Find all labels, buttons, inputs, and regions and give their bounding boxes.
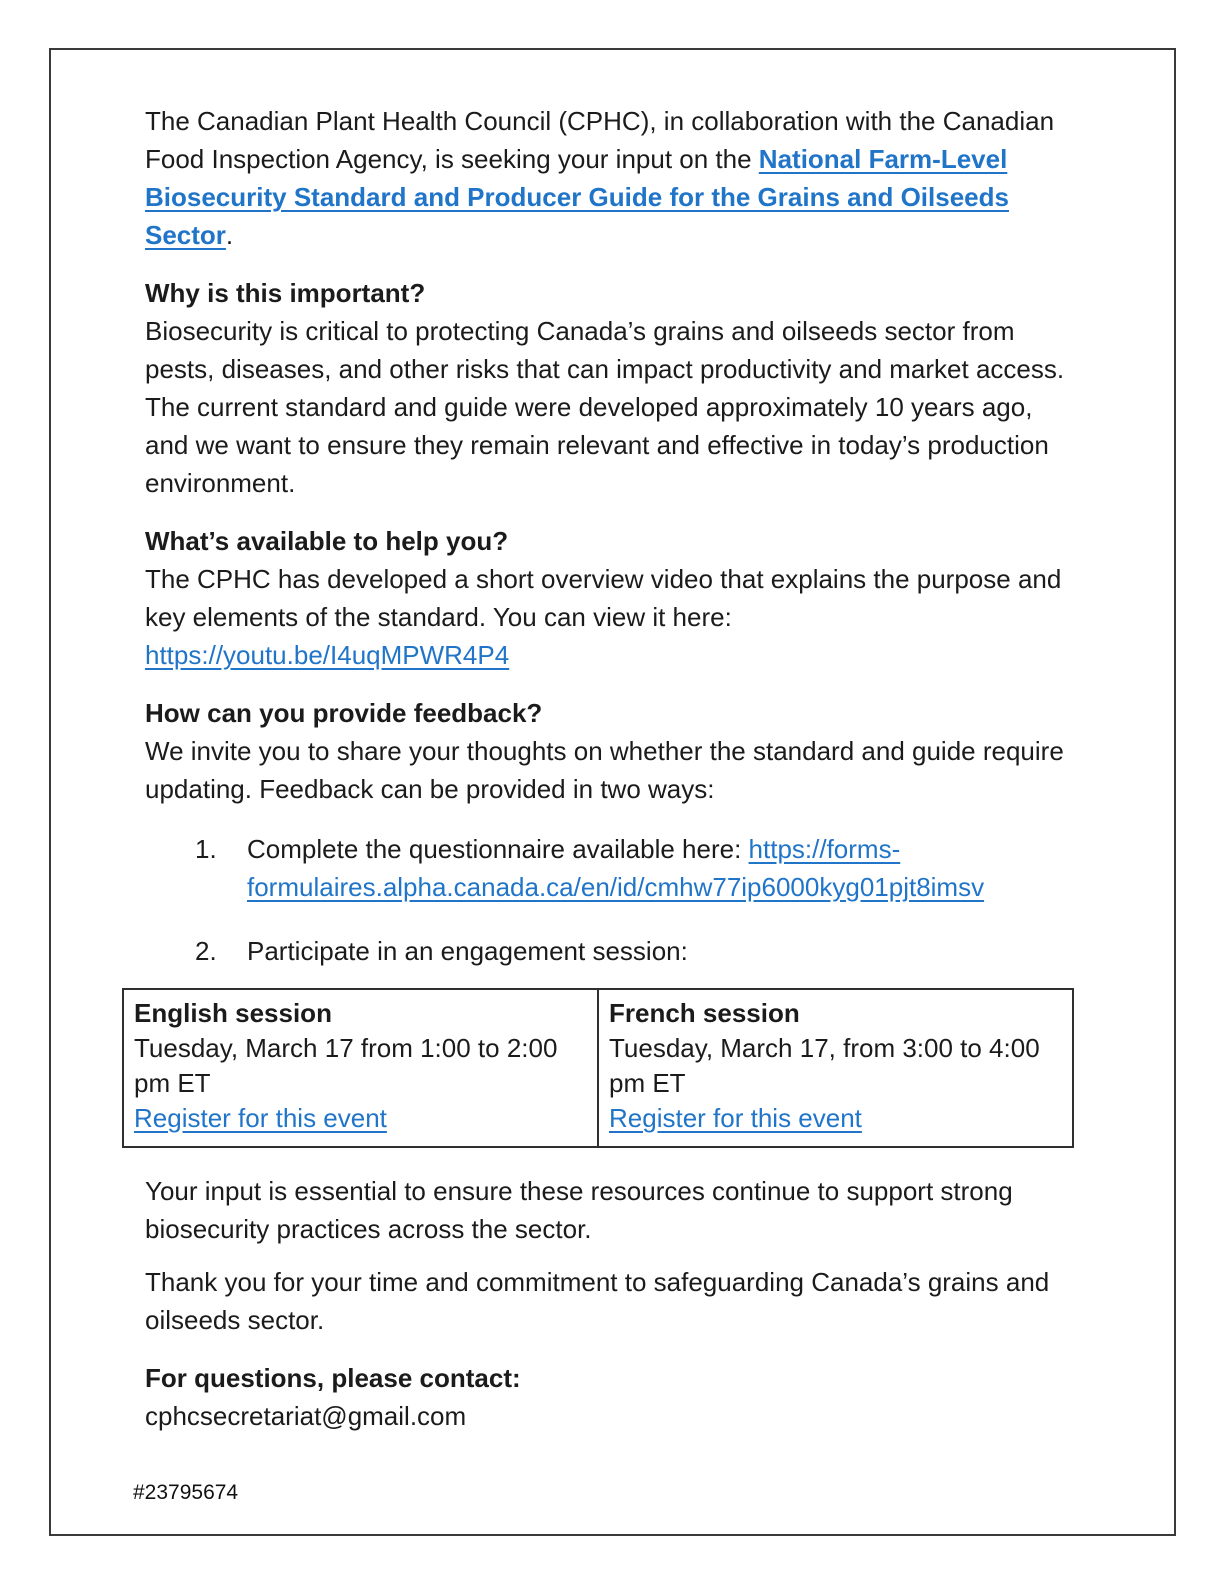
whats-available-paragraph <box>145 560 1082 674</box>
whats-available-text: The CPHC has developed a short overview video that explains the purpose and key elements of the standard. You can view it here: <box>145 564 1062 632</box>
english-session-cell <box>123 989 598 1147</box>
standard-guide-link[interactable]: National Farm-Level Biosecurity Standard and Producer Guide for the Grains and Oilseeds Sector <box>145 144 1009 250</box>
contact-heading: For questions, please contact: <box>145 1363 521 1393</box>
questionnaire-text: Complete the questionnaire available here: <box>247 834 749 864</box>
heading-whats-available: What’s available to help you? <box>145 526 509 556</box>
english-session-time: Tuesday, March 17 from 1:00 to 2:00 pm ET <box>134 1033 558 1098</box>
intro-text-before: The Canadian Plant Health Council (CPHC), in collaboration with the Canadian Food Inspection Agency, is seeking your input on the <box>145 106 1055 174</box>
overview-video-link[interactable]: https://youtu.be/I4uqMPWR4P4 <box>145 640 510 670</box>
document-page <box>49 48 1176 1536</box>
english-session-title: English session <box>134 998 332 1028</box>
closing-paragraph-thanks: Thank you for your time and commitment to safeguarding Canada’s grains and oilseeds sector. <box>145 1267 1050 1335</box>
why-important-paragraph: Biosecurity is critical to protecting Canada’s grains and oilseeds sector from pests, diseases, and other risks that can impact productivity and market access. The current standard and guide were developed approximately 10 years ago, and we want to ensure they remain relevant and effective in today’s production environment. <box>145 316 1065 498</box>
french-session-title: French session <box>609 998 800 1028</box>
intro-paragraph <box>145 102 1082 254</box>
list-item <box>145 932 1082 970</box>
intro-text-after: . <box>225 220 234 250</box>
reference-number: #23795674 <box>133 1481 239 1504</box>
contact-email: cphcsecretariat@gmail.com <box>145 1401 467 1431</box>
questionnaire-link[interactable]: https://forms-formulaires.alpha.canada.ca/en/id/cmhw77ip6000kyg01pjt8imsv <box>247 834 985 902</box>
english-register-link[interactable]: Register for this event <box>134 1103 387 1133</box>
list-item-number: 1. <box>195 834 217 864</box>
engagement-session-text: Participate in an engagement session: <box>247 936 688 966</box>
heading-why-important: Why is this important? <box>145 278 426 308</box>
table-row <box>123 989 1073 1147</box>
document-content <box>51 50 1174 1435</box>
sessions-table <box>122 988 1074 1148</box>
french-session-cell <box>598 989 1073 1147</box>
french-session-time: Tuesday, March 17, from 3:00 to 4:00 pm ET <box>609 1033 1040 1098</box>
provide-feedback-paragraph: We invite you to share your thoughts on whether the standard and guide require updating. Feedback can be provided in two ways: <box>145 736 1064 804</box>
feedback-options-list <box>145 830 1082 970</box>
list-item-body <box>247 830 1082 906</box>
heading-provide-feedback: How can you provide feedback? <box>145 698 543 728</box>
closing-paragraph-input: Your input is essential to ensure these resources continue to support strong biosecurity practices across the sector. <box>145 1176 1013 1244</box>
french-register-link[interactable]: Register for this event <box>609 1103 862 1133</box>
list-item-number: 2. <box>195 936 217 966</box>
list-item <box>145 830 1082 906</box>
